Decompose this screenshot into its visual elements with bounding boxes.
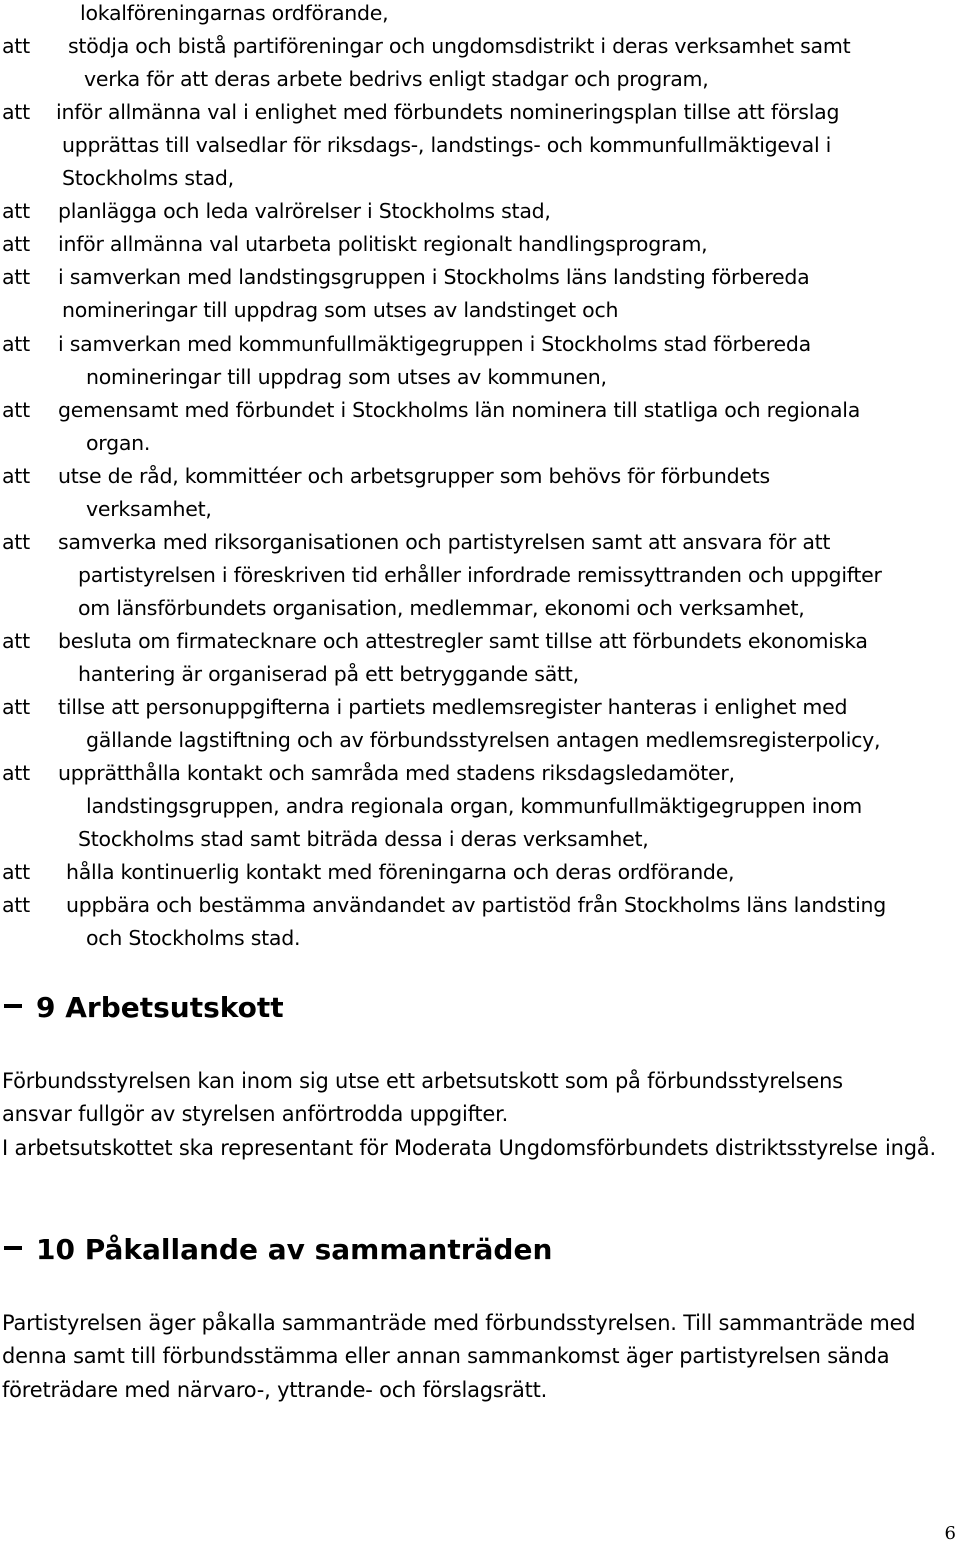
- list-item: [0, 228, 960, 260]
- list-item-prefix: att: [2, 893, 30, 918]
- list-item: [0, 625, 960, 657]
- list-item-text: upprätthålla kontakt och samråda med stadens riksdagsledamöter,: [58, 761, 735, 786]
- list-item: [0, 394, 960, 426]
- list-item-text: om länsförbundets organisation, medlemmar, ekonomi och verksamhet,: [78, 595, 805, 620]
- list-item: [0, 493, 960, 525]
- list-item-text: samverka med riksorganisationen och partistyrelsen samt att ansvara för att: [58, 529, 831, 554]
- list-item: [0, 328, 960, 360]
- list-item: [0, 294, 960, 326]
- list-item-prefix: att: [2, 265, 30, 290]
- list-item: [0, 691, 960, 723]
- list-item: [0, 658, 960, 690]
- list-item: [0, 526, 960, 558]
- list-item-text: uppbära och bestämma användandet av partistöd från Stockholms läns landsting: [66, 893, 887, 918]
- list-item: [0, 361, 960, 393]
- list-item-prefix: att: [2, 199, 30, 224]
- list-item-text: verksamhet,: [86, 496, 212, 521]
- list-item: [0, 162, 960, 194]
- list-item-text: landstingsgruppen, andra regionala organ, kommunfullmäktigegruppen inom: [86, 794, 862, 819]
- paragraph-line: I arbetsutskottet ska representant för Moderata Ungdomsförbundets distriktsstyrelse: [2, 1135, 878, 1160]
- list-item-text: hålla kontinuerlig kontakt med föreningarna och deras ordförande,: [66, 860, 735, 885]
- list-item: [0, 261, 960, 293]
- list-item-text: lokalföreningarnas ordförande,: [80, 1, 389, 25]
- list-item: [0, 823, 960, 855]
- page-number: 6: [944, 1523, 956, 1544]
- list-item-text: hantering är organiserad på ett betryggande sätt,: [78, 662, 579, 686]
- list-item: [0, 96, 960, 128]
- list-item: [0, 129, 960, 161]
- list-item-text: nomineringar till uppdrag som utses av landstinget och: [62, 298, 619, 323]
- list-item: [0, 0, 960, 29]
- paragraph-line: Förbundsstyrelsen kan inom sig utse ett arbetsutskott som på förbundsstyrelsens: [2, 1069, 843, 1093]
- list-item: [0, 889, 960, 921]
- list-item-text: gemensamt med förbundet i Stockholms län nominera till statliga och regionala: [58, 397, 861, 422]
- list-item-text: Stockholms stad,: [62, 166, 234, 191]
- list-item: [0, 790, 960, 822]
- list-item: [0, 559, 960, 591]
- list-item-text: inför allmänna val utarbeta politiskt regionalt handlingsprogram,: [58, 232, 708, 257]
- paragraph-line: denna samt till förbundsstämma eller annan sammankomst äger partistyrelsen sända: [2, 1344, 890, 1369]
- list-item: [0, 460, 960, 492]
- list-item-text: verka för att deras arbete bedrivs enligt stadgar och program,: [84, 67, 709, 92]
- list-item: [0, 724, 960, 756]
- list-item-text: organ.: [86, 430, 151, 455]
- list-item: [0, 856, 960, 888]
- list-item-prefix: att: [2, 34, 30, 59]
- list-item-prefix: att: [2, 331, 30, 356]
- list-item-text: Stockholms stad samt biträda dessa i deras verksamhet,: [78, 827, 649, 852]
- list-item-text: nomineringar till uppdrag som utses av kommunen,: [86, 364, 607, 389]
- list-item-text: planlägga och leda valrörelser i Stockholms stad,: [58, 199, 551, 224]
- list-item-prefix: att: [2, 628, 30, 653]
- heading-bullet-icon: [4, 1004, 22, 1008]
- paragraph-line: ingå.: [884, 1135, 936, 1160]
- list-item-text: och Stockholms stad.: [86, 926, 301, 951]
- heading-bullet-icon: [4, 1246, 22, 1250]
- section-heading-9: [0, 988, 284, 1028]
- list-item-text: stödja och bistå partiföreningar och ungdomsdistrikt i deras verksamhet samt: [68, 34, 851, 59]
- list-item: [0, 427, 960, 459]
- list-item-text: besluta om firmatecknare och attestregler samt tillse att förbundets ekonomiska: [58, 628, 868, 653]
- list-item-text: tillse att personuppgifterna i partiets medlemsregister hanteras i enlighet med: [58, 695, 848, 720]
- paragraph-line: företrädare med närvaro-, yttrande- och förslagsrätt.: [2, 1377, 548, 1402]
- list-item: [0, 195, 960, 227]
- list-item-prefix: att: [2, 463, 30, 488]
- list-item-prefix: att: [2, 397, 30, 422]
- list-item-text: i samverkan med kommunfullmäktigegruppen i Stockholms stad förbereda: [58, 331, 811, 356]
- section-9-paragraph: [2, 1065, 958, 1165]
- list-item-prefix: att: [2, 860, 30, 885]
- list-item: [0, 757, 960, 789]
- paragraph-line: Partistyrelsen äger påkalla sammanträde med förbundsstyrelsen. Till sammanträde med: [2, 1311, 916, 1335]
- list-item-prefix: att: [2, 529, 30, 554]
- list-item-prefix: att: [2, 695, 30, 720]
- list-item-text: gällande lagstiftning och av förbundsstyrelsen antagen medlemsregisterpolicy,: [86, 728, 881, 753]
- section-heading-10: [0, 1230, 552, 1270]
- list-item-text: utse de råd, kommittéer och arbetsgrupper som behövs för förbundets: [58, 463, 770, 488]
- section-heading-9-text: 9 Arbetsutskott: [36, 991, 284, 1024]
- section-heading-10-text: 10 Påkallande av sammanträden: [36, 1233, 553, 1266]
- list-item: [0, 922, 960, 954]
- list-item-prefix: att: [2, 100, 30, 125]
- list-item: [0, 63, 960, 95]
- list-item-text: i samverkan med landstingsgruppen i Stockholms läns landsting förbereda: [58, 265, 810, 290]
- list-item-text: inför allmänna val i enlighet med förbundets nomineringsplan tillse att förslag: [56, 100, 840, 125]
- list-item-prefix: att: [2, 761, 30, 786]
- list-item: [0, 592, 960, 624]
- section-10-paragraph: [2, 1307, 958, 1407]
- list-item-text: upprättas till valsedlar för riksdags-, landstings- och kommunfullmäktigeval i: [62, 133, 832, 158]
- list-item-text: partistyrelsen i föreskriven tid erhåller infordrade remissyttranden och uppgifter: [78, 562, 882, 587]
- list-item-prefix: att: [2, 232, 30, 257]
- list-item: [0, 30, 960, 62]
- paragraph-line: ansvar fullgör av styrelsen anförtrodda uppgifter.: [2, 1102, 509, 1127]
